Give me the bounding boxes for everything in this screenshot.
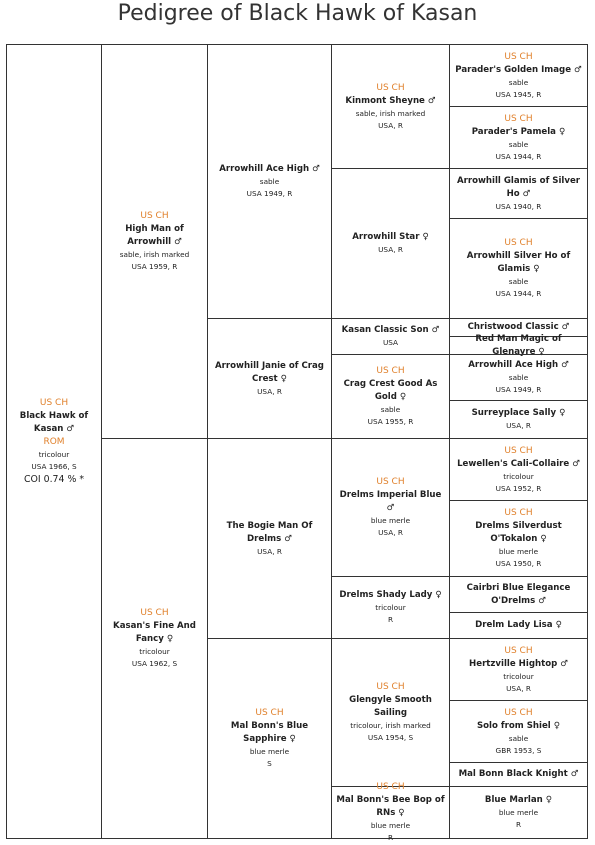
dog-details: USA 1945, R — [495, 89, 542, 99]
dog-name: Arrowhill Ace High ♂ — [468, 360, 569, 370]
dog-details: sable — [508, 733, 529, 743]
dog-details: USA 1954, S — [367, 733, 414, 742]
rom-badge: ROM — [43, 436, 65, 447]
dog-details: USA 1940, R — [495, 201, 542, 211]
pedigree-entry — [207, 638, 332, 839]
dog-details: USA 1959, R — [131, 262, 178, 271]
dog-details: USA 1950, R — [495, 559, 542, 568]
dog-details: USA — [382, 338, 399, 347]
pedigree-entry — [449, 786, 588, 839]
dog-details: USA, R — [257, 386, 282, 396]
pedigree-entry — [331, 354, 450, 439]
title-badge: US CH — [504, 238, 533, 248]
pedigree-entry — [449, 106, 588, 169]
dog-name: Kasan Classic Son ♂ — [341, 325, 440, 335]
title-badge: US CH — [140, 608, 169, 618]
coi-value: COI 0.74 % * — [23, 473, 85, 485]
pedigree-entry — [449, 354, 588, 401]
dog-details: USA 1962, S — [131, 659, 178, 668]
dog-details: USA, R — [257, 546, 282, 556]
title-badge: US CH — [504, 645, 533, 656]
dog-name: Mal Bonn's Bee Bop of RNs ♀ — [336, 795, 445, 818]
pedigree-entry — [207, 438, 332, 639]
pedigree-entry — [101, 44, 208, 439]
title-badge: US CH — [504, 113, 533, 124]
title-badge: US CH — [504, 51, 533, 62]
dog-details: USA, R — [506, 683, 531, 693]
dog-details: sable, irish marked — [355, 108, 426, 118]
dog-details: USA, R — [506, 421, 531, 430]
dog-name: Surreyplace Sally ♀ — [471, 408, 566, 418]
dog-details: sable — [508, 277, 529, 286]
dog-name: Christwood Classic ♂ — [467, 322, 570, 332]
dog-name: Arrowhill Star ♀ — [352, 232, 429, 242]
dog-name: Arrowhill Silver Ho of Glamis ♀ — [466, 251, 571, 274]
page-title: Pedigree of Black Hawk of Kasan — [117, 1, 478, 26]
dog-name: Kinmont Sheyne ♂ — [345, 95, 436, 106]
dog-name: Hertzville Hightop ♂ — [469, 658, 568, 669]
dog-details: USA 1944, R — [495, 151, 542, 161]
dog-name: Arrowhill Janie of Crag Crest ♀ — [215, 360, 324, 384]
dog-details: blue merle — [249, 747, 290, 756]
dog-name: Drelms Shady Lady ♀ — [339, 590, 442, 600]
title-badge: US CH — [140, 211, 169, 221]
dog-details: blue merle — [370, 821, 411, 830]
dog-details: USA, R — [378, 528, 403, 537]
dog-details: USA 1966, S — [31, 461, 77, 471]
dog-details: sable — [508, 77, 529, 87]
dog-name: Kasan's Fine And Fancy ♀ — [113, 621, 196, 644]
pedigree-entry — [449, 44, 588, 107]
pedigree-entry — [449, 168, 588, 219]
title-badge: US CH — [376, 682, 405, 692]
dog-name: Drelm Lady Lisa ♀ — [475, 620, 562, 630]
dog-name: Glengyle Smooth Sailing — [349, 695, 432, 718]
dog-name: Mal Bonn's Blue Sapphire ♀ — [230, 721, 309, 744]
title-badge: US CH — [504, 445, 533, 456]
pedigree-entry — [449, 638, 588, 701]
dog-name: Parader's Golden Image ♂ — [455, 64, 582, 75]
dog-details: blue merle — [498, 808, 539, 817]
title-badge: US CH — [504, 508, 533, 518]
pedigree-entry — [331, 438, 450, 577]
pedigree-entry — [449, 333, 588, 357]
pedigree-entry — [101, 438, 208, 839]
dog-details: USA 1949, R — [246, 189, 293, 198]
title-badge: US CH — [376, 782, 405, 792]
dog-details: sable — [259, 177, 280, 186]
dog-details: GBR 1953, S — [495, 745, 542, 755]
pedigree-entry — [331, 782, 450, 842]
dog-name: Black Hawk of Kasan ♂ — [19, 410, 89, 434]
dog-details: USA, R — [378, 245, 403, 254]
pedigree-entry — [449, 400, 588, 439]
dog-details: blue merle — [370, 516, 411, 525]
dog-details: USA 1952, R — [495, 483, 542, 493]
dog-name: Cairbri Blue Elegance O'Drelms ♂ — [466, 582, 571, 606]
title-badge: US CH — [376, 477, 405, 487]
dog-details: tricolour, irish marked — [350, 721, 431, 730]
pedigree-entry — [449, 762, 588, 787]
dog-details: R — [387, 833, 394, 842]
pedigree-entry — [449, 438, 588, 501]
pedigree-entry — [207, 318, 332, 439]
dog-details: USA 1955, R — [367, 417, 414, 426]
dog-details: tricolour — [139, 647, 170, 656]
pedigree-entry — [331, 576, 450, 639]
pedigree-entry — [6, 44, 102, 839]
dog-name: High Man of Arrowhill ♂ — [125, 224, 184, 247]
pedigree-entry — [449, 576, 588, 613]
dog-name: Red Man Magic of Glenayre ♀ — [475, 333, 562, 357]
dog-name: Parader's Pamela ♀ — [471, 126, 566, 137]
dog-name: Drelms Imperial Blue ♂ — [339, 490, 442, 513]
title-badge: US CH — [376, 82, 405, 93]
dog-details: USA, R — [378, 120, 403, 130]
dog-details: S — [267, 759, 272, 768]
dog-name: Blue Marlan ♀ — [484, 795, 553, 805]
pedigree-entry — [331, 638, 450, 787]
dog-details: R — [387, 615, 394, 624]
dog-details: R — [515, 820, 522, 829]
dog-details: tricolour — [375, 603, 406, 612]
dog-details: USA 1944, R — [495, 289, 542, 298]
dog-details: sable — [508, 373, 529, 382]
dog-details: sable, irish marked — [119, 250, 190, 259]
dog-name: Drelms Silverdust O'Tokalon ♀ — [475, 521, 562, 544]
dog-details: blue merle — [498, 547, 539, 556]
dog-details: tricolour — [503, 671, 534, 681]
dog-name: Solo from Shiel ♀ — [476, 720, 561, 731]
dog-name: Arrowhill Ace High ♂ — [219, 164, 320, 174]
dog-name: Arrowhill Glamis of Silver Ho ♂ — [456, 175, 581, 199]
dog-name: Crag Crest Good As Gold ♀ — [343, 379, 438, 402]
dog-name: The Bogie Man Of Drelms ♂ — [226, 520, 313, 544]
dog-details: tricolour — [503, 471, 534, 481]
title-badge: US CH — [504, 707, 533, 718]
pedigree-entry — [331, 44, 450, 169]
title-badge: US CH — [39, 397, 69, 408]
pedigree-entry — [331, 318, 450, 355]
title-badge: US CH — [376, 366, 405, 376]
dog-name: Lewellen's Cali-Collaire ♂ — [457, 458, 580, 469]
pedigree-entry — [449, 700, 588, 763]
pedigree-entry — [449, 612, 588, 639]
pedigree-entry — [449, 500, 588, 577]
title-badge: US CH — [255, 708, 284, 718]
pedigree-entry — [331, 168, 450, 319]
dog-details: sable — [508, 139, 529, 149]
dog-details: USA 1949, R — [495, 385, 542, 394]
pedigree-entry — [449, 218, 588, 319]
dog-details: tricolour — [38, 449, 70, 459]
pedigree-entry — [207, 44, 332, 319]
dog-name: Mal Bonn Black Knight ♂ — [458, 769, 579, 779]
dog-details: sable — [380, 405, 401, 414]
